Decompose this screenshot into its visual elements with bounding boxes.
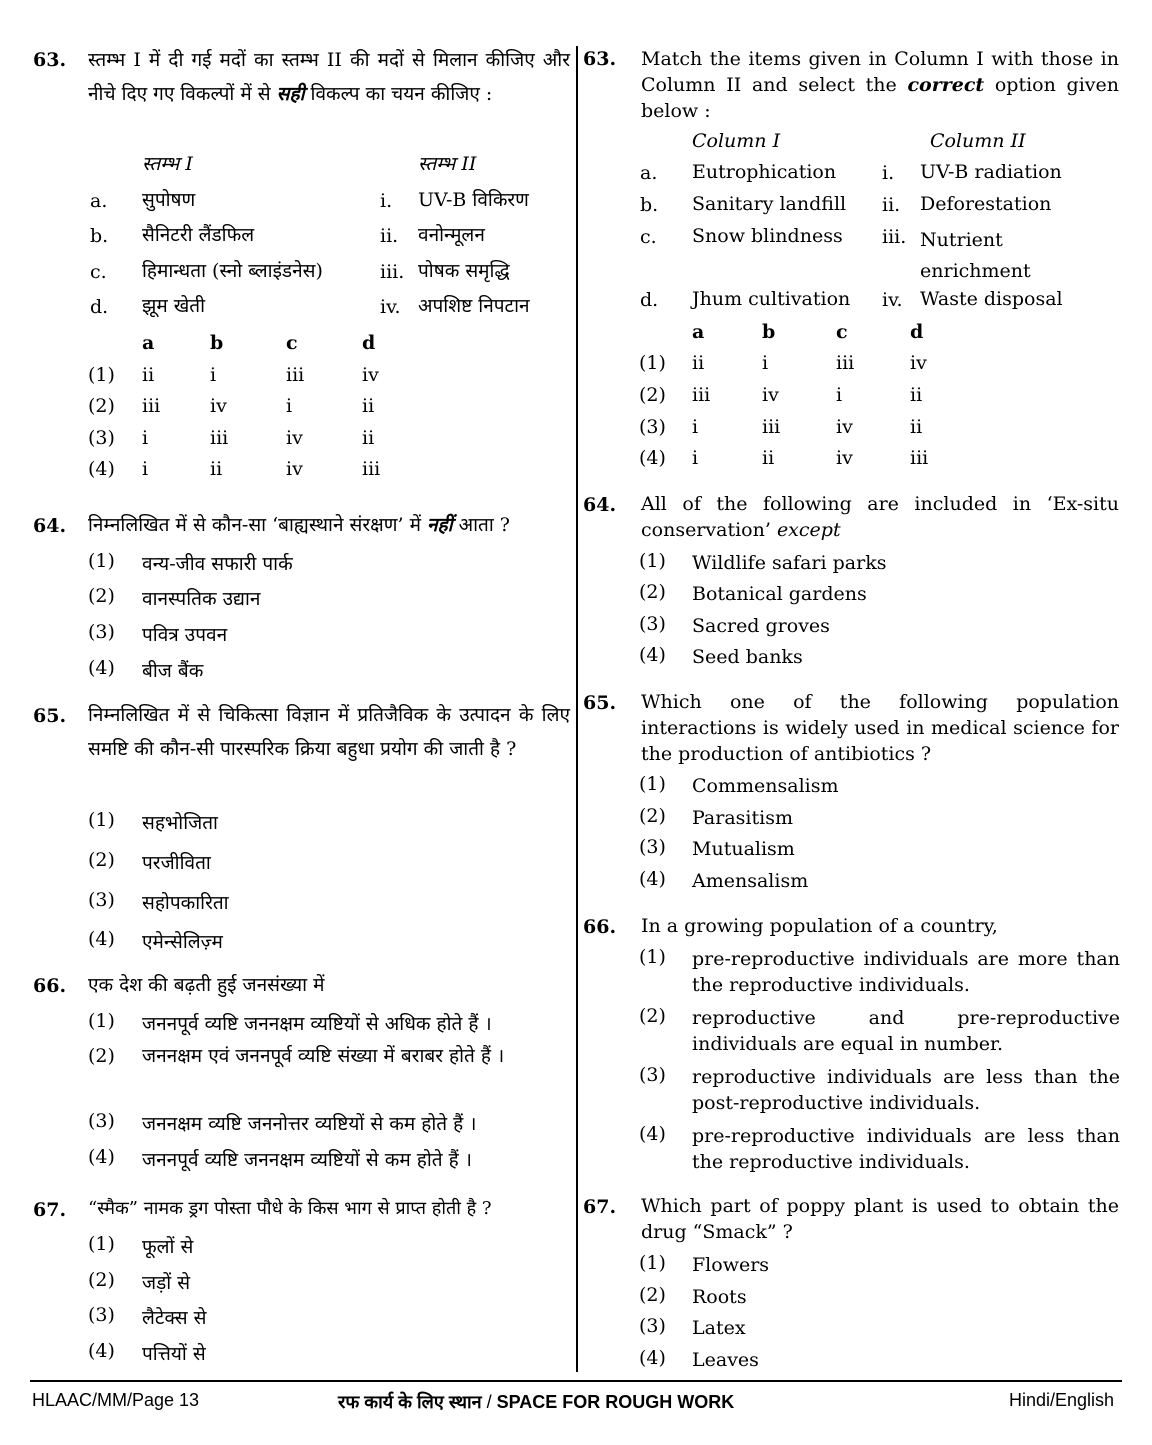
row-numeral: ii.: [882, 194, 901, 216]
column-ii-item: वनोन्मूलन: [418, 224, 485, 246]
column-i-item: सुपोषण: [142, 189, 196, 211]
row-label: c.: [90, 261, 107, 283]
row-label: c.: [640, 226, 657, 248]
column-ii-header: Column II: [930, 130, 1026, 152]
answer-cell: iii: [362, 458, 381, 480]
column-i-item: Jhum cultivation: [692, 288, 851, 310]
column-i-item: हिमान्धता (स्नो ब्लाइंडनेस): [142, 260, 323, 282]
option-number[interactable]: (1): [88, 364, 115, 386]
answer-cell: i: [210, 364, 217, 386]
answer-cell: i: [692, 416, 699, 438]
answer-cell: ii: [910, 384, 923, 406]
row-label: b.: [640, 194, 659, 216]
column-ii-header: स्तम्भ II: [418, 153, 477, 175]
column-divider: [576, 46, 578, 1372]
option-number[interactable]: (3): [88, 427, 115, 449]
question-text: स्तम्भ I में दी गई मदों का स्तम्भ II की मदों से मिलान कीजिए और नीचे दिए गए विकल्पों में से सही विकल्प का चयन कीजिए :: [88, 49, 570, 105]
answer-header: b: [210, 332, 224, 354]
row-numeral: iv.: [882, 289, 903, 311]
row-label: d.: [640, 289, 659, 311]
column-i-header: Column I: [692, 130, 781, 152]
column-i-item: सैनिटरी लैंडफिल: [142, 224, 255, 246]
question-number: 67.: [583, 1196, 617, 1218]
answer-cell: iii: [210, 427, 229, 449]
answer-cell: i: [286, 395, 293, 417]
answer-cell: iv: [286, 427, 303, 449]
answer-cell: i: [836, 384, 843, 406]
question-text: Which one of the following population interactions is widely used in medical science for the production of antibiotics ?: [641, 691, 1119, 765]
answer-cell: iii: [692, 384, 711, 406]
question-text: निम्नलिखित में से चिकित्सा विज्ञान में प्रतिजैविक के उत्पादन के लिए समष्टि की कौन-सी पारस्परिक क्रिया बहुधा प्रयोग की जाती है ?: [88, 704, 570, 760]
answer-cell: ii: [762, 447, 775, 469]
answer-cell: ii: [362, 427, 375, 449]
answer-header: c: [286, 332, 298, 354]
row-numeral: iii.: [380, 261, 405, 283]
answer-cell: i: [142, 427, 149, 449]
answer-cell: iv: [286, 458, 303, 480]
answer-cell: i: [142, 458, 149, 480]
column-ii-item: पोषक समृद्धि: [418, 260, 510, 282]
row-numeral: i.: [882, 162, 895, 184]
option-number[interactable]: (4): [639, 447, 666, 469]
column-i-item: Sanitary landfill: [692, 193, 847, 215]
answer-cell: iv: [210, 395, 227, 417]
answer-cell: iv: [836, 447, 853, 469]
answer-cell: iii: [910, 447, 929, 469]
answer-cell: ii: [362, 395, 375, 417]
column-i-item: झूम खेती: [142, 295, 206, 317]
question-number: 63.: [33, 49, 67, 71]
answer-header: d: [362, 332, 376, 354]
answer-cell: iii: [762, 416, 781, 438]
option-number[interactable]: (2): [88, 395, 115, 417]
column-ii-item: Nutrient enrichment: [920, 229, 1031, 282]
question-number: 66.: [33, 975, 67, 997]
column-ii-item: UV-B विकिरण: [418, 189, 529, 211]
row-label: a.: [640, 162, 658, 184]
question-number: 64.: [33, 515, 67, 537]
answer-header: a: [692, 321, 705, 343]
answer-header: b: [762, 321, 776, 343]
answer-cell: iii: [142, 395, 161, 417]
answer-cell: iv: [762, 384, 779, 406]
row-label: d.: [90, 296, 109, 318]
answer-cell: iv: [910, 352, 927, 374]
question-text: निम्नलिखित में से कौन-सा ‘बाह्यस्थाने संरक्षण’ में नहीं आता ?: [88, 514, 510, 536]
question-number: 67.: [33, 1199, 67, 1221]
question-text: Match the items given in Column I with those in Column II and select the correct option given below :: [641, 48, 1120, 122]
answer-cell: ii: [210, 458, 223, 480]
answer-cell: ii: [692, 352, 705, 374]
row-numeral: i.: [380, 190, 393, 212]
answer-cell: iii: [286, 364, 305, 386]
column-ii-item: अपशिष्ट निपटान: [418, 295, 530, 317]
answer-header: c: [836, 321, 848, 343]
column-ii-item: Waste disposal: [920, 288, 1063, 310]
row-label: a.: [90, 190, 108, 212]
answer-cell: i: [692, 447, 699, 469]
answer-header: d: [910, 321, 924, 343]
column-i-item: Eutrophication: [692, 161, 837, 183]
column-i-header: स्तम्भ I: [142, 153, 193, 175]
row-label: b.: [90, 225, 109, 247]
row-numeral: ii.: [380, 225, 399, 247]
question-number: 64.: [583, 494, 617, 516]
option-number[interactable]: (3): [639, 416, 666, 438]
footer-rule: [30, 1380, 1122, 1382]
answer-cell: ii: [142, 364, 155, 386]
question-text: एक देश की बढ़ती हुई जनसंख्या में: [88, 974, 325, 996]
row-numeral: iii.: [882, 226, 907, 248]
question-number: 66.: [583, 916, 617, 938]
question-number: 65.: [583, 692, 617, 714]
question-text: “स्मैक” नामक ड्रग पोस्ता पौधे के किस भाग से प्राप्त होती है ?: [88, 1198, 492, 1219]
column-ii-item: UV-B radiation: [920, 161, 1062, 183]
question-number: 65.: [33, 705, 67, 727]
answer-cell: ii: [910, 416, 923, 438]
question-number: 63.: [583, 48, 617, 70]
option-number[interactable]: (1): [639, 352, 666, 374]
answer-cell: iii: [836, 352, 855, 374]
question-text: Which part of poppy plant is used to obtain the drug “Smack” ?: [641, 1195, 1119, 1243]
page-code: HLAAC/MM/Page 13: [32, 1390, 200, 1410]
answer-cell: iv: [836, 416, 853, 438]
question-text: In a growing population of a country,: [641, 915, 998, 937]
answer-cell: i: [762, 352, 769, 374]
option-number[interactable]: (2): [639, 384, 666, 406]
question-text: All of the following are included in ‘Ex-situ conservation’ except: [641, 493, 1119, 541]
answer-header: a: [142, 332, 155, 354]
answer-cell: iv: [362, 364, 379, 386]
column-ii-item: Deforestation: [920, 193, 1052, 215]
rough-work-label: रफ कार्य के लिए स्थान / SPACE FOR ROUGH WORK: [338, 1392, 735, 1412]
language-label: Hindi/English: [1009, 1390, 1115, 1410]
row-numeral: iv.: [380, 296, 401, 318]
option-number[interactable]: (4): [88, 458, 115, 480]
column-i-item: Snow blindness: [692, 225, 843, 247]
